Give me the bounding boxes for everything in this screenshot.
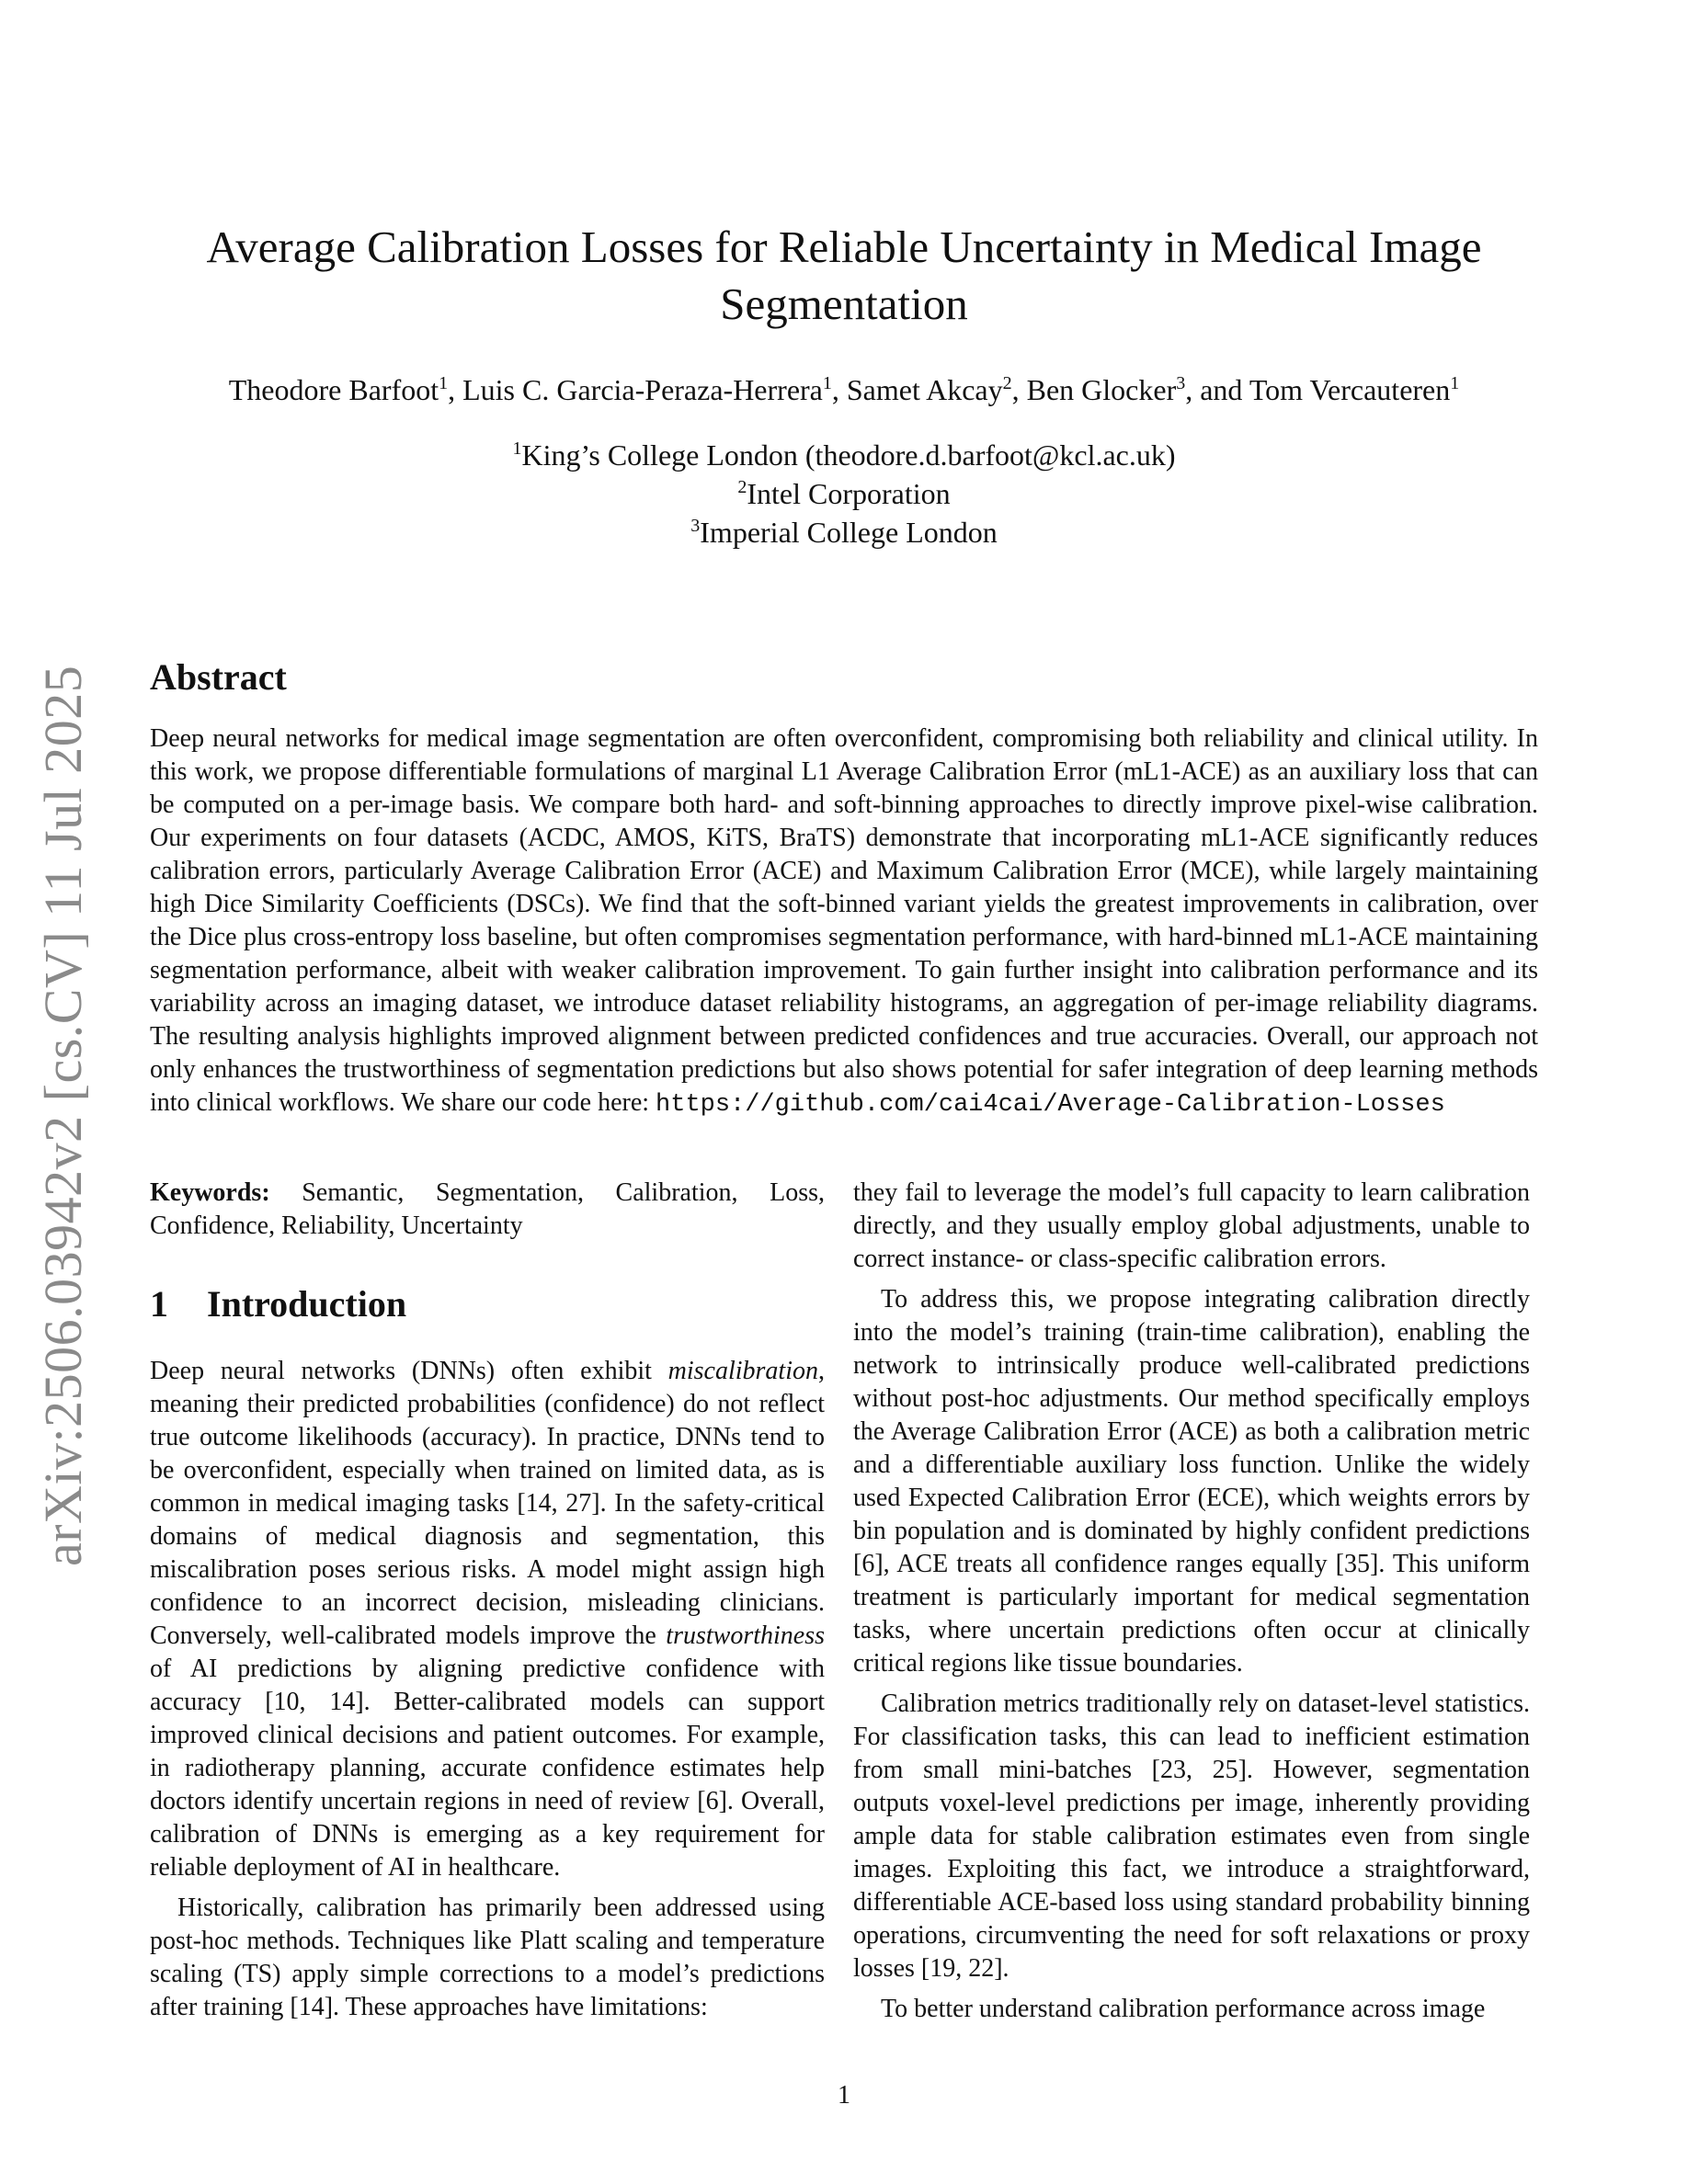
right-column bbox=[853, 1177, 1530, 2033]
author-affil-mark: 1 bbox=[1450, 373, 1460, 393]
page-number: 1 bbox=[838, 2081, 850, 2110]
left-column bbox=[150, 1177, 825, 2031]
section-heading bbox=[150, 1281, 825, 1327]
paragraph-continued: they fail to leverage the model’s full capacity to learn calibration directly, and they usually employ global adjustments, unable to correct instance- or class-specific calibration errors. bbox=[853, 1178, 1530, 1273]
author-name: Ben Glocker bbox=[1026, 373, 1177, 406]
author-list: Theodore Barfoot$^1$, Luis C. Garcia-Peraza-Herrera$^1$, Samet Akcay$^2$, Ben Glocker$^3$, and Tom Vercauteren$^1$ bbox=[228, 373, 1460, 406]
emphasis: trustworthiness bbox=[666, 1621, 825, 1650]
author-name: Tom Vercauteren bbox=[1249, 373, 1451, 406]
affiliation: $^3$Imperial College London bbox=[690, 516, 998, 549]
keywords-text: Semantic, Segmentation, Calibration, Loss, Confidence, Reliability, Uncertainty bbox=[150, 1178, 825, 1240]
affiliations bbox=[138, 436, 1550, 552]
author-name: Luis C. Garcia-Peraza-Herrera bbox=[462, 373, 823, 406]
paragraph: Deep neural networks (DNNs) often exhibit miscalibration, meaning their predicted probabilities (confidence) do not reflect true outcome likelihoods (accuracy). In practice, DNNs tend to be overconfident, especially when trained on limited data, as is common in medical imaging tasks [14, 27]. In the safety-critical domains of medical diagnosis and segmentation, this miscalibration poses serious risks. A model might assign high confidence to an incorrect decision, misleading clinicians. Conversely, well-calibrated models improve the trustworthiness of AI predictions by aligning predictive confidence with accuracy [10, 14]. Better-calibrated models can support improved clinical decisions and patient outcomes. For example, in radiotherapy planning, accurate confidence estimates help doctors identify uncertain regions in need of review [6]. Overall, calibration of DNNs is emerging as a key requirement for reliable deployment of AI in healthcare. bbox=[150, 1357, 825, 1882]
paragraph: Calibration metrics traditionally rely on dataset-level statistics. For classification tasks, this can lead to inefficient estimation from small mini-batches [23, 25]. However, segmentation outputs voxel-level predictions per image, inherently providing ample data for stable calibration estimates even from single images. Exploiting this fact, we introduce a straightforward, differentiable ACE-based loss using standard probability binning operations, circumventing the need for soft relaxations or proxy losses [19, 22]. bbox=[853, 1689, 1530, 1983]
keywords-label: Keywords: bbox=[150, 1178, 270, 1207]
author-name: Theodore Barfoot bbox=[228, 373, 439, 406]
section-number: 1 bbox=[150, 1283, 168, 1325]
keywords bbox=[150, 1177, 825, 1243]
author-name: Samet Akcay bbox=[846, 373, 1003, 406]
arxiv-identifier: arXiv:2506.03942v2 [cs.CV] 11 Jul 2025 bbox=[33, 665, 93, 1566]
affiliation: $^2$Intel Corporation bbox=[737, 477, 951, 510]
paragraph: To better understand calibration performance across image bbox=[881, 1995, 1486, 2023]
author-affil-mark: 3 bbox=[1176, 373, 1186, 393]
code-link[interactable]: https://github.com/cai4cai/Average-Calibration-Losses bbox=[656, 1091, 1445, 1119]
paragraph: Historically, calibration has primarily been addressed using post-hoc methods. Techniques like Platt scaling and temperature scaling (TS) apply simple corrections to a model’s predictions after training [14]. These approaches have limitations: bbox=[150, 1894, 825, 2021]
emphasis: miscalibration bbox=[667, 1357, 818, 1385]
paragraph: To address this, we propose integrating calibration directly into the model’s training (train-time calibration), enabling the network to intrinsically produce well-calibrated predictions without post-hoc adjustments. Our method specifically employs the Average Calibration Error (ACE) as both a calibration metric and a differentiable auxiliary loss function. Unlike the widely used Expected Calibration Error (ECE), which weights errors by bin population and is dominated by highly confident predictions [6], ACE treats all confidence ranges equally [35]. This uniform treatment is particularly important for medical segmentation tasks, where uncertain predictions often occur at clinically critical regions like tissue boundaries. bbox=[853, 1285, 1530, 1678]
paper-title: Average Calibration Losses for Reliable Uncertainty in Medical Image Segmentation bbox=[206, 222, 1482, 329]
abstract-heading: Abstract bbox=[150, 656, 287, 698]
abstract-body bbox=[150, 722, 1538, 1121]
author-affil-mark: 1 bbox=[822, 373, 832, 393]
section-title: Introduction bbox=[207, 1283, 407, 1325]
author-affil-mark: 2 bbox=[1002, 373, 1012, 393]
author-affil-mark: 1 bbox=[439, 373, 449, 393]
affiliation: $^1$King’s College London (theodore.d.barfoot@kcl.ac.uk) bbox=[512, 438, 1176, 472]
abstract-text: Deep neural networks for medical image segmentation are often overconfident, compromising both reliability and clinical utility. In this work, we propose differentiable formulations of marginal L1 Average Calibration Error (mL1-ACE) as an auxiliary loss that can be computed on a per-image basis. We compare both hard- and soft-binning approaches to directly improve pixel-wise calibration. Our experiments on four datasets (ACDC, AMOS, KiTS, BraTS) demonstrate that incorporating mL1-ACE significantly reduces calibration errors, particularly Average Calibration Error (ACE) and Maximum Calibration Error (MCE), while largely maintaining high Dice Similarity Coefficients (DSCs). We find that the soft-binned variant yields the greatest improvements in calibration, over the Dice plus cross-entropy loss baseline, but often compromises segmentation performance, with hard-binned mL1-ACE maintaining segmentation performance, albeit with weaker calibration improvement. To gain further insight into calibration performance and its variability across an imaging dataset, we introduce dataset reliability histograms, an aggregation of per-image reliability diagrams. The resulting analysis highlights improved alignment between predicted confidences and true accuracies. Overall, our approach not only enhances the trustworthiness of segmentation predictions but also shows potential for safer integration of deep learning methods into clinical workflows. We share our code here: bbox=[150, 724, 1538, 1117]
